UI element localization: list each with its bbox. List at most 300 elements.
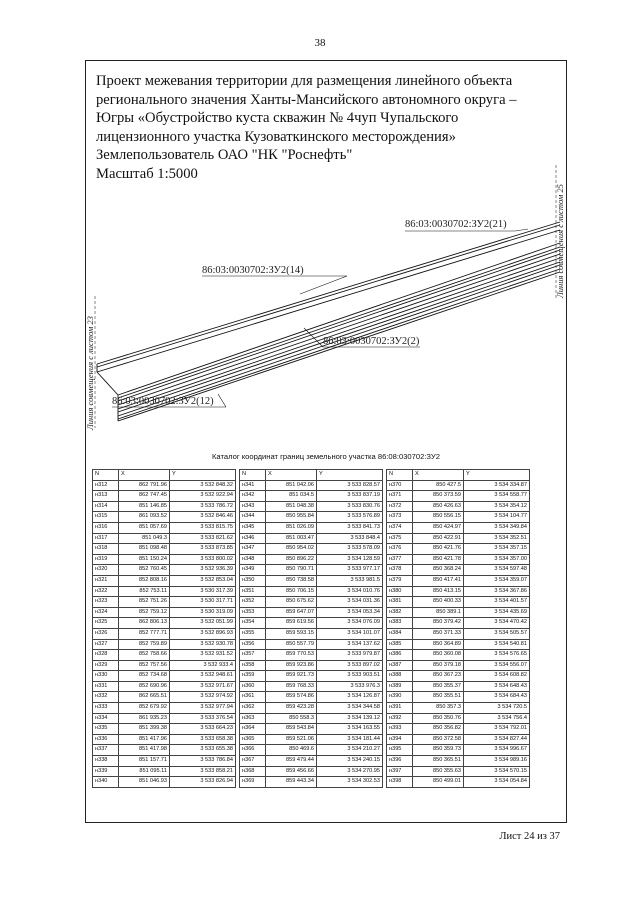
point-id-cell: н329: [93, 660, 119, 671]
table-row: [240, 480, 383, 491]
x-coordinate-cell: 851 150.24: [119, 554, 170, 565]
y-coordinate-cell: 3 534 827.44: [464, 734, 530, 745]
table-row: [93, 512, 236, 523]
point-id-cell: н369: [240, 777, 266, 788]
x-coordinate-cell: 852 757.56: [119, 660, 170, 671]
point-id-cell: н363: [240, 713, 266, 724]
point-id-cell: н321: [93, 575, 119, 586]
x-coordinate-cell: 852 759.12: [119, 607, 170, 618]
x-coordinate-cell: 851 048.38: [266, 501, 317, 512]
y-coordinate-cell: 3 534 435.69: [464, 607, 530, 618]
parcel-boundary-line: [118, 258, 560, 409]
x-coordinate-cell: 859 521.06: [266, 734, 317, 745]
table-row: [387, 777, 530, 788]
header-x: X: [119, 470, 170, 481]
table-row: [387, 692, 530, 703]
point-id-cell: н340: [93, 777, 119, 788]
point-id-cell: н376: [387, 544, 413, 555]
y-coordinate-cell: 3 534 608.82: [464, 671, 530, 682]
x-coordinate-cell: 852 777.71: [119, 628, 170, 639]
y-coordinate-cell: 3 533 903.51: [317, 671, 383, 682]
point-id-cell: н334: [93, 713, 119, 724]
parcel-boundary-line: [118, 250, 560, 401]
table-row: [93, 565, 236, 576]
x-coordinate-cell: 859 543.84: [266, 724, 317, 735]
sheet-number: Лист 24 из 37: [499, 831, 560, 842]
point-id-cell: н360: [240, 681, 266, 692]
x-coordinate-cell: 862 791.96: [119, 480, 170, 491]
point-id-cell: н386: [387, 650, 413, 661]
catalog-title: Каталог координат границ земельного участка 86:08:030702:ЗУ2: [212, 452, 440, 461]
table-header-row: [387, 470, 530, 481]
x-coordinate-cell: 850 389.1: [413, 607, 464, 618]
x-coordinate-cell: 850 790.71: [266, 565, 317, 576]
x-coordinate-cell: 850 413.15: [413, 586, 464, 597]
table-row: [240, 681, 383, 692]
x-coordinate-cell: 850 417.41: [413, 575, 464, 586]
y-coordinate-cell: 3 534 540.81: [464, 639, 530, 650]
y-coordinate-cell: 3 533 841.73: [317, 522, 383, 533]
y-coordinate-cell: 3 533 786.84: [170, 756, 236, 767]
alignment-label-right: Линия совмещения с листом 25: [555, 184, 565, 298]
point-id-cell: н372: [387, 501, 413, 512]
point-id-cell: н377: [387, 554, 413, 565]
point-id-cell: н382: [387, 607, 413, 618]
table-row: [387, 660, 530, 671]
table-row: [240, 491, 383, 502]
x-coordinate-cell: 850 954.02: [266, 544, 317, 555]
table-row: [240, 703, 383, 714]
x-coordinate-cell: 851 049.3: [119, 533, 170, 544]
point-id-cell: н339: [93, 766, 119, 777]
header-y: Y: [170, 470, 236, 481]
y-coordinate-cell: 3 532 948.61: [170, 671, 236, 682]
table-row: [240, 607, 383, 618]
x-coordinate-cell: 850 355.63: [413, 766, 464, 777]
x-coordinate-cell: 850 424.97: [413, 522, 464, 533]
y-coordinate-cell: 3 534 349.84: [464, 522, 530, 533]
table-row: [387, 491, 530, 502]
table-row: [93, 703, 236, 714]
point-id-cell: н381: [387, 597, 413, 608]
x-coordinate-cell: 851 026.09: [266, 522, 317, 533]
x-coordinate-cell: 850 738.58: [266, 575, 317, 586]
table-row: [240, 650, 383, 661]
y-coordinate-cell: 3 534 357.00: [464, 554, 530, 565]
leader-line: [515, 229, 528, 231]
y-coordinate-cell: 3 533 979.87: [317, 650, 383, 661]
point-id-cell: н349: [240, 565, 266, 576]
point-id-cell: н380: [387, 586, 413, 597]
point-id-cell: н324: [93, 607, 119, 618]
x-coordinate-cell: 850 364.89: [413, 639, 464, 650]
x-coordinate-cell: 850 368.24: [413, 565, 464, 576]
table-row: [240, 544, 383, 555]
point-id-cell: н353: [240, 607, 266, 618]
x-coordinate-cell: 851 146.85: [119, 501, 170, 512]
page-number: 38: [314, 37, 326, 49]
y-coordinate-cell: 3 530 317.71: [170, 597, 236, 608]
table-header-row: [240, 470, 383, 481]
y-coordinate-cell: 3 534 076.09: [317, 618, 383, 629]
y-coordinate-cell: 3 534 597.48: [464, 565, 530, 576]
x-coordinate-cell: 859 456.66: [266, 766, 317, 777]
y-coordinate-cell: 3 533 830.76: [317, 501, 383, 512]
y-coordinate-cell: 3 534 210.27: [317, 745, 383, 756]
y-coordinate-cell: 3 534 792.01: [464, 724, 530, 735]
point-id-cell: н327: [93, 639, 119, 650]
y-coordinate-cell: 3 534 240.15: [317, 756, 383, 767]
x-coordinate-cell: 859 768.33: [266, 681, 317, 692]
y-coordinate-cell: 3 532 971.67: [170, 681, 236, 692]
point-id-cell: н350: [240, 575, 266, 586]
table-row: [387, 713, 530, 724]
point-id-cell: н336: [93, 734, 119, 745]
table-row: [93, 777, 236, 788]
point-id-cell: н326: [93, 628, 119, 639]
y-coordinate-cell: 3 533 800.02: [170, 554, 236, 565]
x-coordinate-cell: 850 499.01: [413, 777, 464, 788]
point-id-cell: н347: [240, 544, 266, 555]
point-id-cell: н342: [240, 491, 266, 502]
point-id-cell: н391: [387, 703, 413, 714]
table-row: [240, 660, 383, 671]
x-coordinate-cell: 859 593.15: [266, 628, 317, 639]
point-id-cell: н318: [93, 544, 119, 555]
y-coordinate-cell: 3 534 720.5: [464, 703, 530, 714]
parcel-boundary-line: [118, 247, 560, 398]
point-id-cell: н355: [240, 628, 266, 639]
x-coordinate-cell: 852 753.11: [119, 586, 170, 597]
y-coordinate-cell: 3 534 556.07: [464, 660, 530, 671]
point-id-cell: н359: [240, 671, 266, 682]
point-id-cell: н375: [387, 533, 413, 544]
x-coordinate-cell: 862 806.13: [119, 618, 170, 629]
x-coordinate-cell: 862 665.51: [119, 692, 170, 703]
point-id-cell: н325: [93, 618, 119, 629]
x-coordinate-cell: 861 093.52: [119, 512, 170, 523]
parcel-boundary-line: [118, 254, 560, 405]
point-id-cell: н371: [387, 491, 413, 502]
y-coordinate-cell: 3 534 010.76: [317, 586, 383, 597]
table-row: [240, 554, 383, 565]
x-coordinate-cell: 859 923.86: [266, 660, 317, 671]
table-row: [387, 480, 530, 491]
table-row: [240, 575, 383, 586]
point-id-cell: н323: [93, 597, 119, 608]
table-row: [240, 639, 383, 650]
table-row: [387, 575, 530, 586]
table-row: [93, 607, 236, 618]
table-row: [240, 618, 383, 629]
point-id-cell: н337: [93, 745, 119, 756]
x-coordinate-cell: 850 427.5: [413, 480, 464, 491]
x-coordinate-cell: 859 619.56: [266, 618, 317, 629]
table-row: [387, 745, 530, 756]
x-coordinate-cell: 850 706.15: [266, 586, 317, 597]
y-coordinate-cell: 3 534 163.55: [317, 724, 383, 735]
header-n: N: [93, 470, 119, 481]
x-coordinate-cell: 852 690.96: [119, 681, 170, 692]
x-coordinate-cell: 850 360.08: [413, 650, 464, 661]
table-row: [387, 671, 530, 682]
label-leaders: [112, 229, 528, 407]
point-id-cell: н396: [387, 756, 413, 767]
x-coordinate-cell: 852 759.89: [119, 639, 170, 650]
x-coordinate-cell: 851 046.93: [119, 777, 170, 788]
x-coordinate-cell: 851 098.48: [119, 544, 170, 555]
x-coordinate-cell: 859 647.07: [266, 607, 317, 618]
table-row: [387, 766, 530, 777]
x-coordinate-cell: 859 479.44: [266, 756, 317, 767]
y-coordinate-cell: 3 532 846.46: [170, 512, 236, 523]
x-coordinate-cell: 850 422.91: [413, 533, 464, 544]
table-row: [387, 650, 530, 661]
point-id-cell: н361: [240, 692, 266, 703]
y-coordinate-cell: 3 534 126.87: [317, 692, 383, 703]
point-id-cell: н397: [387, 766, 413, 777]
y-coordinate-cell: 3 533 981.5: [317, 575, 383, 586]
table-row: [387, 607, 530, 618]
y-coordinate-cell: 3 533 821.62: [170, 533, 236, 544]
point-id-cell: н341: [240, 480, 266, 491]
x-coordinate-cell: 852 758.66: [119, 650, 170, 661]
point-id-cell: н398: [387, 777, 413, 788]
y-coordinate-cell: 3 533 376.54: [170, 713, 236, 724]
table-row: [387, 512, 530, 523]
point-id-cell: н330: [93, 671, 119, 682]
x-coordinate-cell: 852 679.92: [119, 703, 170, 714]
x-coordinate-cell: 851 095.11: [119, 766, 170, 777]
y-coordinate-cell: 3 533 977.17: [317, 565, 383, 576]
table-row: [240, 734, 383, 745]
y-coordinate-cell: 3 533 576.89: [317, 512, 383, 523]
point-id-cell: н335: [93, 724, 119, 735]
table-row: [93, 713, 236, 724]
table-row: [387, 756, 530, 767]
table-row: [93, 681, 236, 692]
table-row: [387, 565, 530, 576]
table-row: [93, 650, 236, 661]
y-coordinate-cell: 3 533 664.23: [170, 724, 236, 735]
table-row: [93, 766, 236, 777]
point-id-cell: н387: [387, 660, 413, 671]
table-row: [240, 671, 383, 682]
parcel-label-zu2-12: 86:03:0030702:ЗУ2(12): [112, 396, 214, 407]
table-row: [240, 512, 383, 523]
y-coordinate-cell: 3 533 897.02: [317, 660, 383, 671]
parcel-junction: [97, 372, 118, 395]
table-row: [387, 703, 530, 714]
y-coordinate-cell: 3 532 936.39: [170, 565, 236, 576]
point-id-cell: н384: [387, 628, 413, 639]
parcel-label-zu2-14: 86:03:0030702:ЗУ2(14): [202, 265, 304, 276]
y-coordinate-cell: 3 534 505.57: [464, 628, 530, 639]
y-coordinate-cell: 3 533 658.38: [170, 734, 236, 745]
point-id-cell: н343: [240, 501, 266, 512]
y-coordinate-cell: 3 534 352.51: [464, 533, 530, 544]
table-row: [240, 533, 383, 544]
table-row: [387, 681, 530, 692]
y-coordinate-cell: 3 534 359.07: [464, 575, 530, 586]
parcel-boundary-line: [118, 243, 560, 395]
point-id-cell: н314: [93, 501, 119, 512]
parcel-junctions: [97, 364, 118, 421]
y-coordinate-cell: 3 534 367.86: [464, 586, 530, 597]
table-row: [93, 628, 236, 639]
scale-label: Масштаб 1:5000: [96, 165, 198, 182]
x-coordinate-cell: 862 747.45: [119, 491, 170, 502]
table-row: [93, 533, 236, 544]
y-coordinate-cell: 3 534 054.84: [464, 777, 530, 788]
x-coordinate-cell: 851 157.71: [119, 756, 170, 767]
y-coordinate-cell: 3 534 470.42: [464, 618, 530, 629]
y-coordinate-cell: 3 534 354.12: [464, 501, 530, 512]
point-id-cell: н345: [240, 522, 266, 533]
table-row: [93, 724, 236, 735]
x-coordinate-cell: 850 400.33: [413, 597, 464, 608]
x-coordinate-cell: 850 426.63: [413, 501, 464, 512]
parcel-boundaries: [97, 222, 560, 421]
table-row: [240, 628, 383, 639]
point-id-cell: н338: [93, 756, 119, 767]
y-coordinate-cell: 3 532 977.94: [170, 703, 236, 714]
table-row: [240, 692, 383, 703]
x-coordinate-cell: 850 556.15: [413, 512, 464, 523]
y-coordinate-cell: 3 534 357.15: [464, 544, 530, 555]
y-coordinate-cell: 3 532 930.78: [170, 639, 236, 650]
y-coordinate-cell: 3 532 933.4: [170, 660, 236, 671]
x-coordinate-cell: 861 935.23: [119, 713, 170, 724]
table-row: [240, 501, 383, 512]
x-coordinate-cell: 850 379.42: [413, 618, 464, 629]
table-row: [93, 480, 236, 491]
point-id-cell: н358: [240, 660, 266, 671]
x-coordinate-cell: 852 808.16: [119, 575, 170, 586]
y-coordinate-cell: 3 534 137.62: [317, 639, 383, 650]
point-id-cell: н364: [240, 724, 266, 735]
y-coordinate-cell: 3 532 051.99: [170, 618, 236, 629]
table-row: [93, 660, 236, 671]
x-coordinate-cell: 850 357.3: [413, 703, 464, 714]
point-id-cell: н366: [240, 745, 266, 756]
table-row: [387, 618, 530, 629]
x-coordinate-cell: 850 356.82: [413, 724, 464, 735]
point-id-cell: н374: [387, 522, 413, 533]
x-coordinate-cell: 850 558.3: [266, 713, 317, 724]
header-y: Y: [317, 470, 383, 481]
point-id-cell: н352: [240, 597, 266, 608]
x-coordinate-cell: 850 421.76: [413, 544, 464, 555]
y-coordinate-cell: 3 533 848.4: [317, 533, 383, 544]
point-id-cell: н383: [387, 618, 413, 629]
table-row: [240, 777, 383, 788]
header-x: X: [266, 470, 317, 481]
y-coordinate-cell: 3 532 974.92: [170, 692, 236, 703]
y-coordinate-cell: 3 532 922.94: [170, 491, 236, 502]
point-id-cell: н368: [240, 766, 266, 777]
header-y: Y: [464, 470, 530, 481]
x-coordinate-cell: 850 373.59: [413, 491, 464, 502]
point-id-cell: н378: [387, 565, 413, 576]
point-id-cell: н373: [387, 512, 413, 523]
y-coordinate-cell: 3 534 684.43: [464, 692, 530, 703]
table-row: [240, 522, 383, 533]
title-line: Землепользователь ОАО "НК "Роснефть": [96, 147, 353, 163]
table-row: [387, 724, 530, 735]
y-coordinate-cell: 3 534 101.07: [317, 628, 383, 639]
y-coordinate-cell: 3 530 319.09: [170, 607, 236, 618]
x-coordinate-cell: 859 921.73: [266, 671, 317, 682]
table-row: [93, 522, 236, 533]
y-coordinate-cell: 3 533 858.21: [170, 766, 236, 777]
table-row: [93, 491, 236, 502]
x-coordinate-cell: 851 003.47: [266, 533, 317, 544]
title-line: регионального значения Ханты-Мансийского автономного округа –: [96, 91, 517, 108]
point-id-cell: н348: [240, 554, 266, 565]
table-row: [93, 639, 236, 650]
y-coordinate-cell: 3 534 128.59: [317, 554, 383, 565]
x-coordinate-cell: 850 371.33: [413, 628, 464, 639]
parcel-boundary-line: [97, 230, 560, 372]
x-coordinate-cell: 850 675.62: [266, 597, 317, 608]
y-coordinate-cell: 3 534 104.77: [464, 512, 530, 523]
table-row: [93, 745, 236, 756]
table-row: [93, 544, 236, 555]
point-id-cell: н312: [93, 480, 119, 491]
x-coordinate-cell: 852 751.26: [119, 597, 170, 608]
title-line: лицензионного участка Кузоваткинского месторождения»: [96, 128, 456, 145]
table-row: [387, 586, 530, 597]
y-coordinate-cell: 3 534 648.43: [464, 681, 530, 692]
parcel-label-zu2-21: 86:03:0030702:ЗУ2(21): [405, 219, 507, 230]
y-coordinate-cell: 3 533 976.3: [317, 681, 383, 692]
table-row: [387, 639, 530, 650]
point-id-cell: н328: [93, 650, 119, 661]
y-coordinate-cell: 3 534 053.34: [317, 607, 383, 618]
point-id-cell: н346: [240, 533, 266, 544]
table-row: [93, 554, 236, 565]
x-coordinate-cell: 859 770.53: [266, 650, 317, 661]
table-row: [93, 756, 236, 767]
x-coordinate-cell: 850 421.78: [413, 554, 464, 565]
coordinates-table-3: [386, 469, 530, 788]
header-n: N: [387, 470, 413, 481]
table-row: [387, 522, 530, 533]
y-coordinate-cell: 3 533 786.72: [170, 501, 236, 512]
point-id-cell: н333: [93, 703, 119, 714]
point-id-cell: н316: [93, 522, 119, 533]
point-id-cell: н351: [240, 586, 266, 597]
x-coordinate-cell: 852 760.45: [119, 565, 170, 576]
y-coordinate-cell: 3 532 896.93: [170, 628, 236, 639]
table-row: [93, 501, 236, 512]
y-coordinate-cell: 3 533 828.57: [317, 480, 383, 491]
point-id-cell: н394: [387, 734, 413, 745]
point-id-cell: н365: [240, 734, 266, 745]
point-id-cell: н390: [387, 692, 413, 703]
point-id-cell: н370: [387, 480, 413, 491]
leader-line: [300, 276, 347, 294]
y-coordinate-cell: 3 533 815.75: [170, 522, 236, 533]
point-id-cell: н379: [387, 575, 413, 586]
y-coordinate-cell: 3 534 031.36: [317, 597, 383, 608]
point-id-cell: н322: [93, 586, 119, 597]
table-row: [240, 745, 383, 756]
point-id-cell: н313: [93, 491, 119, 502]
parcel-label-zu2-2: 86:03:0030702:ЗУ2(2): [323, 336, 420, 347]
y-coordinate-cell: 3 534 181.44: [317, 734, 383, 745]
